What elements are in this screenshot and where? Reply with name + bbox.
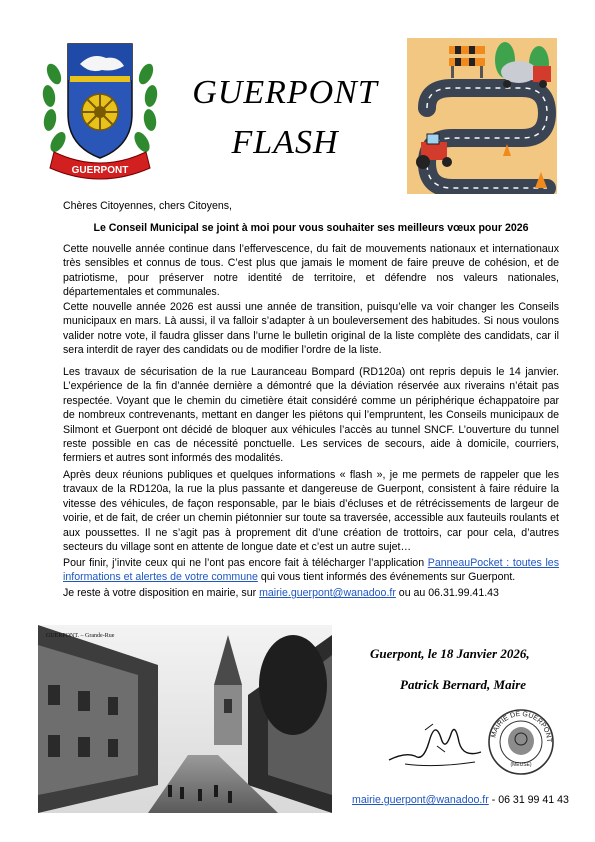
paragraph-4: Après deux réunions publiques et quelques informations « flash », je me permets de rappeler que les travaux de la RD120a, la rue la plus passante et dangereuse de Guerpont, consistent à faire réduire la vitesse des véhicules, de façon responsable, par le biais d’écluses et de rétrécissements de largeur de voirie, et de fait, de créer un chemin piétonnier sur toute sa traversée, accessible aux fauteuils roulants et aux poussettes. Il ne s’agit pas à proprement dit d’une création de trottoirs, car pour cela, d’autres secteurs du village sont en attente de longue date et c’est un autre sujet…	[63, 469, 559, 554]
old-village-photo	[38, 625, 332, 813]
stamp-text: MAIRIE DE GUERPONT	[490, 710, 553, 743]
roadworks-illustration	[407, 38, 557, 194]
paragraph-6-end: ou au 06.31.99.41.43	[395, 587, 499, 599]
paragraph-5	[63, 556, 559, 585]
coat-of-arms-logo	[40, 34, 160, 190]
town-hall-stamp	[487, 708, 555, 776]
paragraph-1: Cette nouvelle année continue dans l’effervescence, du fait de mouvements nationaux et internationaux très sensibles et connus de tous. C’est plus que jamais le moment de faire preuve de cohésion, et de patriotisme, pour préserver notre identité de territoire, et défendre nos valeurs nationales, départementales et communales.	[63, 243, 559, 299]
paragraph-5-start: Pour finir, j’invite ceux qui ne l’ont pas encore fait à télécharger l’application	[63, 557, 428, 569]
signatory-name: Patrick Bernard, Maire	[400, 677, 527, 692]
photo-caption: GUERPONT. – Grande-Rue	[46, 633, 115, 639]
title-line-2: FLASH	[231, 124, 339, 161]
footer-contact	[352, 794, 569, 806]
coat-banner-text: GUERPONT	[71, 165, 129, 176]
greeting: Chères Citoyennes, chers Citoyens,	[63, 200, 232, 212]
letter-date: Guerpont, le 18 Janvier 2026,	[370, 646, 530, 661]
footer-phone: - 06 31 99 41 43	[488, 794, 569, 806]
footer-email-link[interactable]: mairie.guerpont@wanadoo.fr	[352, 794, 489, 806]
panneaupocket-link[interactable]: PanneauPocket : toutes les informations et alertes de votre commune	[63, 557, 559, 584]
newsletter-title	[170, 68, 400, 168]
title-line-1: GUERPONT	[192, 74, 378, 111]
paragraph-6-start: Je reste à votre disposition en mairie, sur	[63, 587, 260, 599]
headline: Le Conseil Municipal se joint à moi pour vous souhaiter ses meilleurs vœux pour 2026	[93, 222, 529, 234]
paragraph-5-end: qui vous tient informés des événements sur Guerpont.	[257, 571, 516, 584]
email-link[interactable]: mairie.guerpont@wanadoo.fr	[259, 587, 396, 599]
stamp-subtext: (MEUSE)	[510, 762, 532, 768]
paragraph-6	[63, 586, 559, 600]
handwritten-signature	[385, 712, 485, 774]
paragraph-2: Cette nouvelle année 2026 est aussi une année de transition, puisqu’elle va voir changer les Conseils municipaux en mars. Là aussi, il va falloir s’adapter à un bouleversement des habitudes. Si nous voulons valider notre vote, il faudra glisser dans l’urne le bulletin original de la liste complète des candidats, car il sera interdit de rayer des candidats ou de modifier l’ordre de la liste.	[63, 301, 559, 357]
paragraph-3: Les travaux de sécurisation de la rue Lauranceau Bompard (RD120a) ont repris depuis le 14 janvier. L’expérience de la fin d’année dernière a démontré que la déviation réservée aux riverains n’était pas respectée. Voyant que le chemin du cimetière était considéré comme un périphérique échappatoire par de nombreux contrevenants, mettant en danger les piétons qui l’empruntent, les Conseils municipaux de Silmont et Guerpont ont décidé de bloquer aux véhicules l’accès au tunnel SNCF. L’ouverture du tunnel reste possible en cas de nécessité ponctuelle. Les services de secours, aide à domicile, courriers, fermiers et autres sont informés des modalités.	[63, 366, 559, 465]
